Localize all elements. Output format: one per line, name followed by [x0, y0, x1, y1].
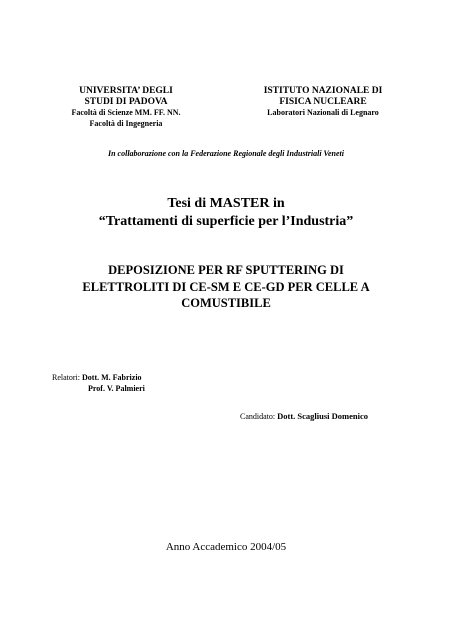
institute-name-line2: FISICA NUCLEARE: [279, 97, 367, 107]
thesis-title-line1: DEPOSIZIONE PER RF SPUTTERING DI: [108, 263, 344, 277]
academic-year: Anno Accademico 2004/05: [165, 541, 287, 553]
supervisor-name: Prof. V. Palmieri: [88, 384, 145, 393]
laboratory-name: Laboratori Nazionali di Legnaro: [267, 108, 379, 117]
university-name-line1: UNIVERSITA’ DEGLI: [79, 86, 173, 96]
supervisors-block: [52, 372, 145, 394]
university-block: [56, 86, 196, 129]
thesis-heading: [40, 195, 412, 230]
thesis-title: [40, 262, 412, 312]
thesis-type: Tesi di MASTER in: [167, 196, 285, 211]
thesis-title-line2: ELETTROLITI DI CE-SM E CE-GD PER CELLE A: [82, 279, 370, 294]
collaboration-note: In collaborazione con la Federazione Regionale degli Industriali Veneti: [107, 149, 345, 158]
faculty-science: Facoltà di Scienze MM. FF. NN.: [71, 108, 181, 117]
faculty-engineering: Facoltà di Ingegneria: [89, 118, 163, 128]
candidate-name: Dott. Scagliusi Domenico: [277, 411, 369, 421]
thesis-title-line3: COMUSTIBILE: [181, 296, 271, 310]
institute-name-line1: ISTITUTO NAZIONALE DI: [263, 86, 383, 96]
master-program: “Trattamenti di superficie per l’Industria”: [98, 213, 354, 229]
supervisor-name: Dott. M. Fabrizio: [82, 373, 142, 382]
candidate-block: [240, 411, 368, 421]
university-name-line2: STUDI DI PADOVA: [84, 97, 168, 107]
candidate-label: Candidato:: [240, 412, 276, 421]
supervisors-label: Relatori:: [52, 373, 80, 382]
institute-block: [248, 86, 398, 119]
